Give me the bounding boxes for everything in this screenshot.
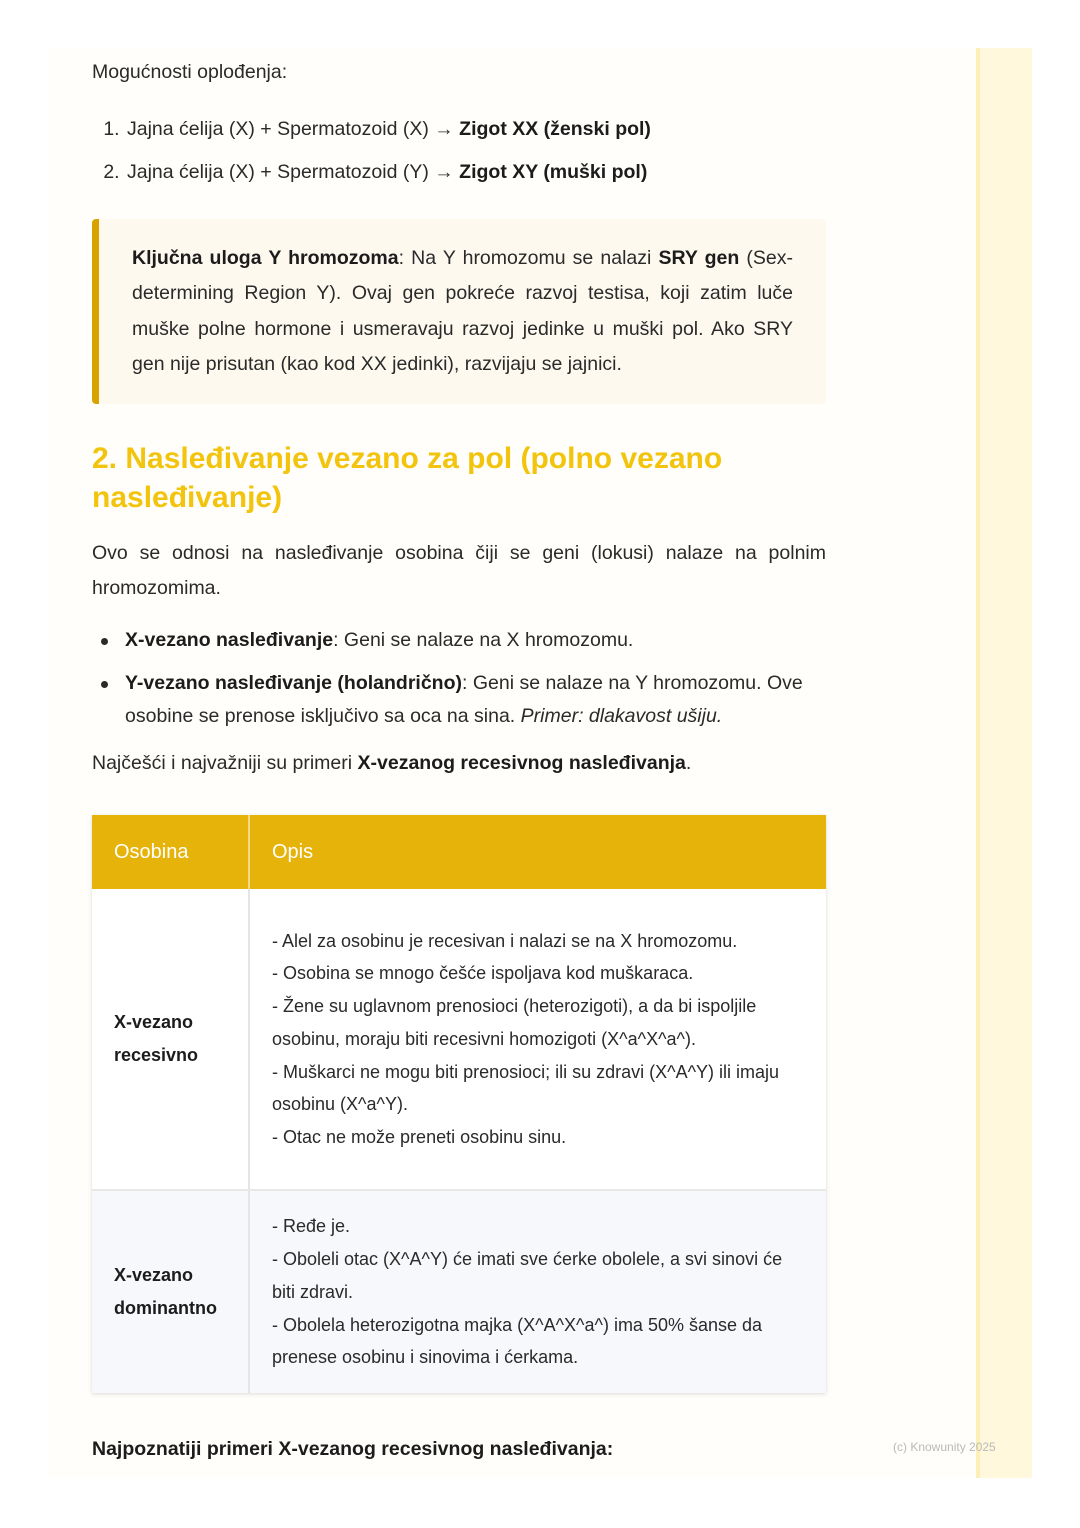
trait-name: X-vezano recesivno <box>92 889 249 1190</box>
list-item: X-vezano nasleđivanje: Geni se nalaze na X hromozomu. <box>125 624 826 657</box>
table-row <box>92 889 826 1190</box>
document-content <box>92 55 826 1467</box>
section-paragraph: Ovo se odnosi na nasleđivanje osobina čiji se geni (lokusi) nalaze na polnim hromozomima. <box>92 542 826 600</box>
column-header-trait: Osobina <box>92 815 249 889</box>
intro-text: Mogućnosti oplođenja: <box>92 61 288 83</box>
copyright-footer: (c) Knowunity 2025 <box>893 1440 996 1454</box>
trait-description: - Alel za osobinu je recesivan i nalazi se na X hromozomu. - Osobina se mnogo češće ispoljava kod muškaraca. - Žene su uglavnom prenosioci (heterozigoti), a da bi ispoljile osobinu, moraju biti recesivni homozigoti (X^a^X^a^). - Muškarci ne mogu biti prenosioci; ili su zdravi (X^A^Y) ili imaju osobinu (X^a^Y). - Otac ne može preneti osobinu sinu. <box>249 889 826 1190</box>
list-item: Y-vezano nasleđivanje (holandrično): Geni se nalaze na Y hromozomu. Ove osobine se prenose isključivo sa oca na sina. Primer: dlakavost ušiju. <box>125 667 826 733</box>
side-strip <box>976 48 1032 1478</box>
list-item: 1. Jajna ćelija (X) + Spermatozoid (X) → Zigot XX (ženski pol) <box>125 108 826 151</box>
callout-box <box>92 219 826 404</box>
trait-name: X-vezano dominantno <box>92 1190 249 1393</box>
table-header-row <box>92 815 826 889</box>
bottom-heading: Najpoznatiji primeri X-vezanog recesivnog nasleđivanja: <box>92 1438 614 1461</box>
inheritance-table <box>92 815 826 1393</box>
note-text: Najčešći i najvažniji su primeri X-vezanog recesivnog nasleđivanja. <box>92 752 692 775</box>
trait-description: - Ređe je. - Oboleli otac (X^A^Y) će imati sve ćerke obolele, a svi sinovi će biti zdravi. - Obolela heterozigotna majka (X^A^X^a^) ima 50% šanse da prenese osobinu i sinovima i ćerkama. <box>249 1190 826 1393</box>
column-header-description: Opis <box>249 815 826 889</box>
table-row <box>92 1190 826 1393</box>
inheritance-bullets <box>92 624 826 733</box>
list-item: 2. Jajna ćelija (X) + Spermatozoid (Y) → Zigot XY (muški pol) <box>125 151 826 194</box>
section-heading: 2. Nasleđivanje vezano za pol (polno vezano nasleđivanje) <box>92 442 723 514</box>
fertilization-list <box>92 108 826 194</box>
callout-text: Ključna uloga Y hromozoma: Na Y hromozomu se nalazi SRY gen (Sex-determining Region Y). Ovaj gen pokreće razvoj testisa, koji zatim luče muške polne hormone i usmeravaju razvoj jedinke u muški pol. Ako SRY gen nije prisutan (kao kod XX jedinki), razvijaju se jajnici. <box>132 247 793 375</box>
